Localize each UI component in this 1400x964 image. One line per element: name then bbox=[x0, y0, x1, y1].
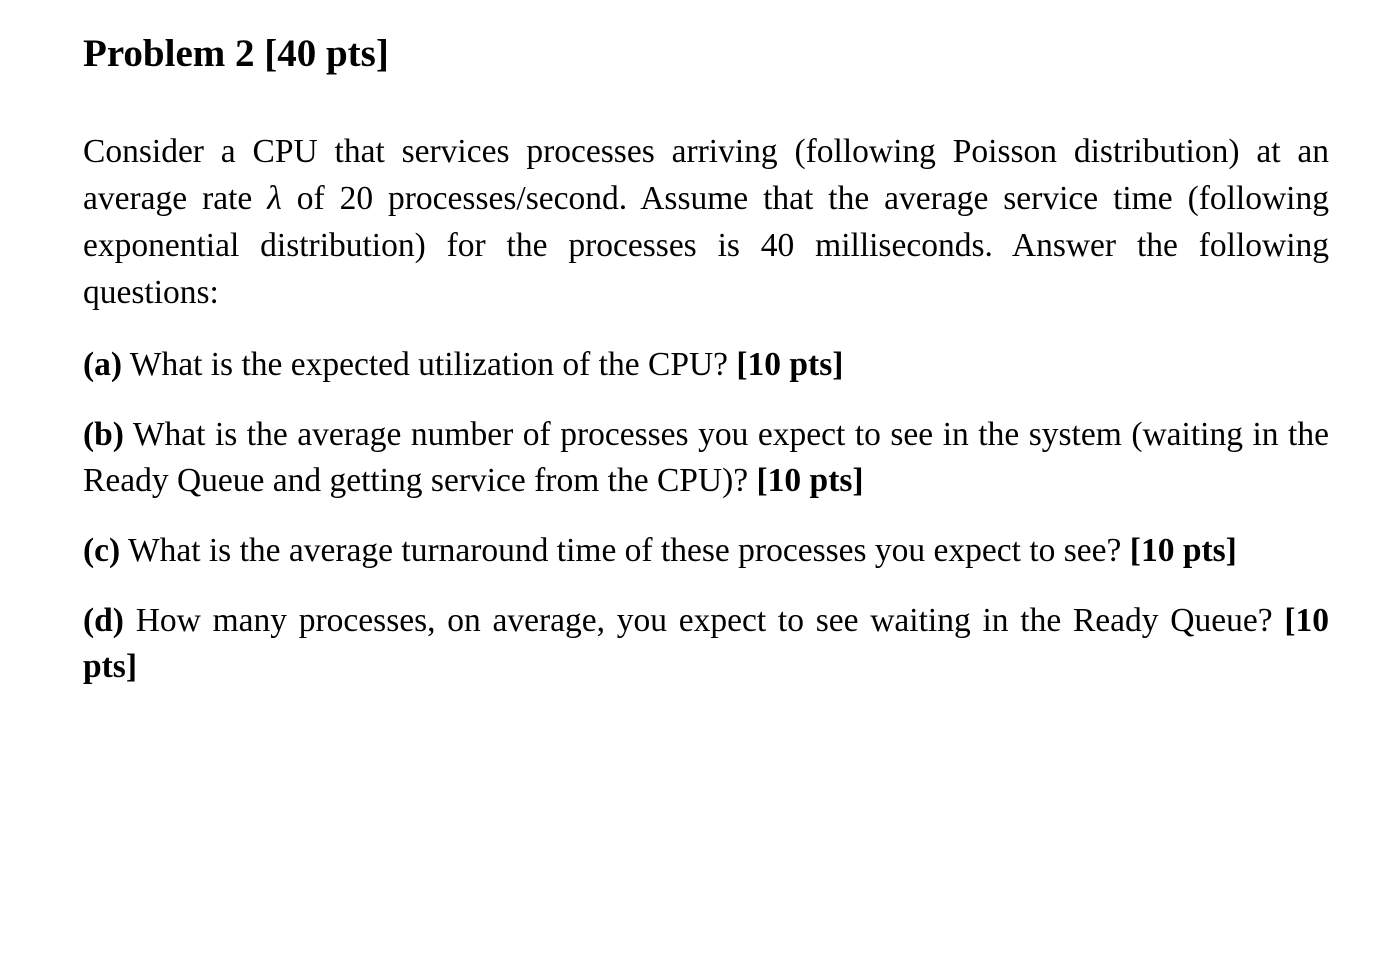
question-points: [10 pts] bbox=[756, 462, 864, 499]
question-points: [10 pts] bbox=[1129, 532, 1237, 569]
intro-text-start: Consider a CPU that services processes arriving (following Poisson distribution) at an average rate bbox=[83, 133, 1329, 217]
question-label: (a) bbox=[83, 346, 123, 383]
question-label: (b) bbox=[83, 416, 124, 453]
question-label: (c) bbox=[83, 532, 121, 569]
question-points: [10 pts] bbox=[83, 602, 1329, 685]
question-a bbox=[83, 342, 1329, 388]
question-text: How many processes, on average, you expect to see waiting in the Ready Queue? bbox=[123, 602, 1285, 639]
question-text: What is the expected utilization of the CPU? bbox=[122, 346, 737, 383]
question-b bbox=[83, 412, 1329, 504]
question-points: [10 pts] bbox=[736, 346, 844, 383]
lambda-symbol: λ bbox=[267, 180, 282, 217]
question-c bbox=[83, 528, 1329, 574]
problem-title: Problem 2 [40 pts] bbox=[83, 32, 389, 75]
problem-intro bbox=[83, 128, 1329, 316]
intro-text-end: of 20 processes/second. Assume that the average service time (following exponential distribution) for the processes is 40 milliseconds. Answer the following questions: bbox=[83, 180, 1329, 311]
question-d bbox=[83, 598, 1329, 690]
question-label: (d) bbox=[83, 602, 124, 639]
question-text: What is the average number of processes you expect to see in the system (waiting in the Ready Queue and getting service from the CPU)? bbox=[83, 416, 1329, 499]
question-text: What is the average turnaround time of these processes you expect to see? bbox=[120, 532, 1130, 569]
problem-page bbox=[83, 28, 1329, 690]
